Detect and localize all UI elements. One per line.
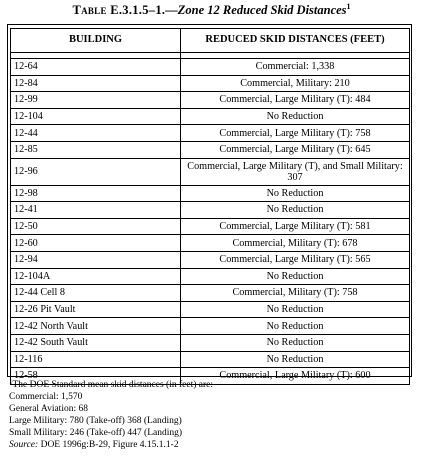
table-row	[11, 158, 410, 185]
distance-cell: Commercial, Large Military (T): 565	[181, 251, 410, 268]
header-reduced-skid-distances: REDUCED SKID DISTANCES (FEET)	[181, 29, 410, 53]
table-row	[11, 202, 410, 219]
table-row	[11, 318, 410, 335]
table-row	[11, 301, 410, 318]
building-cell: 12-60	[11, 235, 181, 252]
table-row	[11, 185, 410, 202]
distance-cell: Commercial, Large Military (T): 645	[181, 141, 410, 158]
building-cell: 12-116	[11, 351, 181, 368]
table-row	[11, 268, 410, 285]
distance-cell: No Reduction	[181, 268, 410, 285]
distance-cell: Commercial, Military (T): 678	[181, 235, 410, 252]
distance-cell: Commercial: 1,338	[181, 59, 410, 76]
footnote-line: Large Military: 780 (Take-off) 368 (Landing)	[9, 415, 182, 426]
distance-cell: No Reduction	[181, 318, 410, 335]
table-row	[11, 141, 410, 158]
source-label: Source:	[9, 439, 39, 450]
building-cell: 12-84	[11, 75, 181, 92]
table-body	[11, 53, 410, 385]
distance-cell: Commercial, Military: 210	[181, 75, 410, 92]
building-cell: 12-26 Pit Vault	[11, 301, 181, 318]
skid-distance-table	[10, 28, 410, 385]
building-cell: 12-99	[11, 92, 181, 109]
table-row	[11, 251, 410, 268]
footnote-source	[9, 440, 213, 452]
footnote-mark: 1	[9, 378, 13, 386]
distance-cell: Commercial, Military (T): 758	[181, 285, 410, 302]
table-title	[0, 3, 423, 18]
distance-cell: Commercial, Large Military (T): 484	[181, 92, 410, 109]
building-cell: 12-96	[11, 158, 181, 185]
building-cell: 12-42 South Vault	[11, 334, 181, 351]
building-cell: 12-104A	[11, 268, 181, 285]
table-row	[11, 125, 410, 142]
distance-cell: No Reduction	[181, 334, 410, 351]
table-row	[11, 59, 410, 76]
building-cell: 12-41	[11, 202, 181, 219]
footnotes	[9, 380, 213, 451]
table-row	[11, 235, 410, 252]
table-caption: —Zone 12 Reduced Skid Distances	[165, 3, 347, 17]
distance-cell: Commercial, Large Military (T), and Small Military: 307	[181, 158, 410, 185]
distance-cell: Commercial, Large Military (T): 600	[181, 368, 410, 385]
distance-cell: No Reduction	[181, 108, 410, 125]
building-cell: 12-104	[11, 108, 181, 125]
table-number: Table E.3.1.5–1.	[72, 3, 166, 17]
footnote-intro	[9, 380, 213, 392]
table-header-row	[11, 29, 410, 53]
distance-cell: No Reduction	[181, 301, 410, 318]
table-row	[11, 351, 410, 368]
footnote-line: Small Military: 246 (Take-off) 447 (Landing)	[9, 427, 183, 438]
table-row	[11, 334, 410, 351]
footnote-line: Commercial: 1,570	[9, 391, 83, 402]
table-row	[11, 108, 410, 125]
table-row	[11, 218, 410, 235]
building-cell: 12-94	[11, 251, 181, 268]
building-cell: 12-58	[11, 368, 181, 385]
building-cell: 12-85	[11, 141, 181, 158]
building-cell: 12-64	[11, 59, 181, 76]
building-cell: 12-44	[11, 125, 181, 142]
distance-cell: Commercial, Large Military (T): 581	[181, 218, 410, 235]
building-cell: 12-50	[11, 218, 181, 235]
source-text: DOE 1996g:B-29, Figure 4.15.1.1-2	[38, 439, 179, 450]
header-building: BUILDING	[11, 29, 181, 53]
table-row	[11, 75, 410, 92]
footnote-line: General Aviation: 68	[9, 403, 88, 414]
distance-cell: No Reduction	[181, 351, 410, 368]
distance-cell: No Reduction	[181, 202, 410, 219]
footnote-intro-text: The DOE Standard mean skid distances (in feet) are:	[12, 380, 213, 390]
building-cell: 12-44 Cell 8	[11, 285, 181, 302]
building-cell: 12-98	[11, 185, 181, 202]
title-footnote-mark: 1	[346, 2, 351, 11]
table-row	[11, 285, 410, 302]
building-cell: 12-42 North Vault	[11, 318, 181, 335]
table-row	[11, 92, 410, 109]
distance-cell: No Reduction	[181, 185, 410, 202]
distance-cell: Commercial, Large Military (T): 758	[181, 125, 410, 142]
